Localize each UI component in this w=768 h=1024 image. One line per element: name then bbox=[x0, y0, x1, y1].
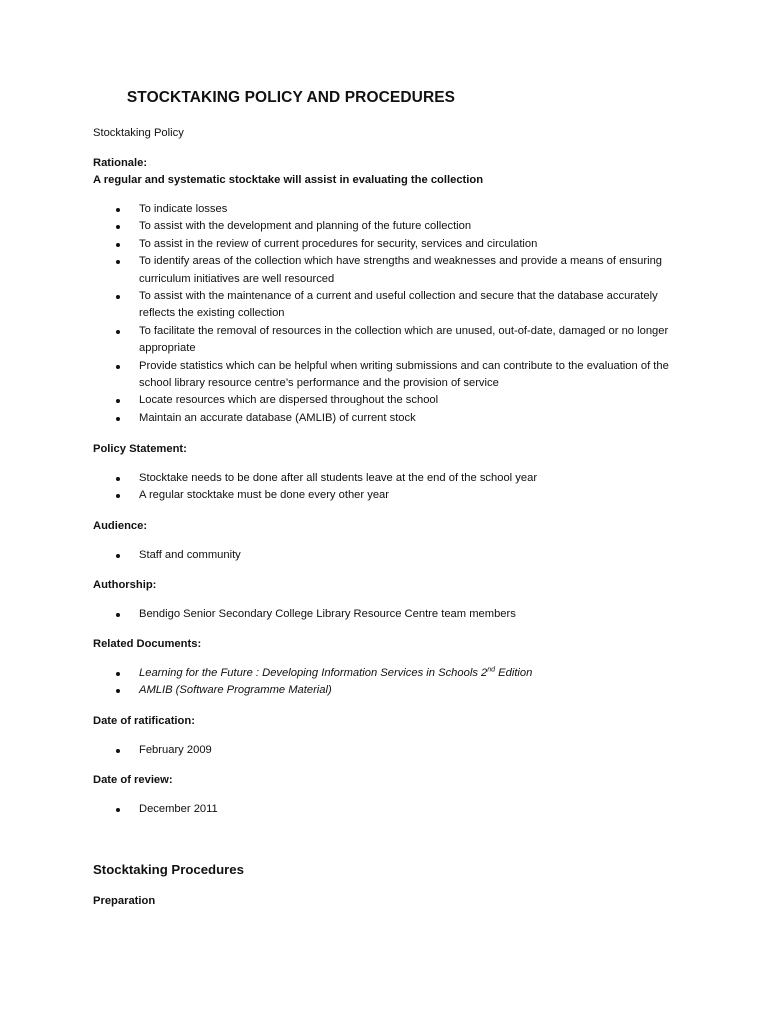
related-doc-title: Learning for the Future : Developing Information Services in Schools 2nd Edition bbox=[139, 666, 533, 679]
list-item: A regular stocktake must be done every other year bbox=[93, 487, 693, 504]
list-item: February 2009 bbox=[93, 742, 693, 759]
audience-label: Audience: bbox=[93, 520, 148, 532]
bullet-icon bbox=[116, 330, 120, 334]
list-item: December 2011 bbox=[93, 801, 693, 818]
list-item: To assist with the maintenance of a current and useful collection and secure that the database accurately reflects the existing collection bbox=[93, 288, 693, 323]
policy-heading: Stocktaking Policy bbox=[93, 127, 184, 139]
bullet-icon bbox=[116, 243, 120, 247]
list-item: To indicate losses bbox=[93, 201, 693, 218]
bullet-icon bbox=[116, 494, 120, 498]
bullet-icon bbox=[116, 260, 120, 264]
ratification-list bbox=[93, 742, 693, 759]
rationale-label: Rationale: bbox=[93, 157, 148, 169]
authorship-label: Authorship: bbox=[93, 579, 157, 591]
list-item: Maintain an accurate database (AMLIB) of current stock bbox=[93, 410, 693, 427]
audience-list bbox=[93, 547, 693, 564]
list-item: To assist in the review of current procedures for security, services and circulation bbox=[93, 236, 693, 253]
procedures-heading: Stocktaking Procedures bbox=[93, 862, 244, 877]
bullet-icon bbox=[116, 613, 120, 617]
list-item: To assist with the development and planning of the future collection bbox=[93, 218, 693, 235]
bullet-icon bbox=[116, 417, 120, 421]
list-item: To facilitate the removal of resources in the collection which are unused, out-of-date, damaged or no longer appropriate bbox=[93, 323, 693, 358]
bullet-icon bbox=[116, 689, 120, 693]
list-item: Staff and community bbox=[93, 547, 693, 564]
policy-statement-label: Policy Statement: bbox=[93, 443, 187, 455]
ratification-label: Date of ratification: bbox=[93, 715, 195, 727]
bullet-icon bbox=[116, 477, 120, 481]
bullet-icon bbox=[116, 295, 120, 299]
bullet-icon bbox=[116, 808, 120, 812]
document-title: STOCKTAKING POLICY AND PROCEDURES bbox=[126, 89, 456, 106]
bullet-icon bbox=[116, 749, 120, 753]
bullet-icon bbox=[116, 225, 120, 229]
bullet-icon bbox=[116, 365, 120, 369]
list-item: Locate resources which are dispersed throughout the school bbox=[93, 392, 693, 409]
related-documents-list bbox=[93, 665, 693, 700]
preparation-label: Preparation bbox=[93, 895, 156, 907]
policy-statement-list bbox=[93, 470, 693, 505]
bullet-icon bbox=[116, 208, 120, 212]
rationale-intro: A regular and systematic stocktake will assist in evaluating the collection bbox=[93, 174, 484, 186]
review-list bbox=[93, 801, 693, 818]
bullet-icon bbox=[116, 554, 120, 558]
list-item: Stocktake needs to be done after all students leave at the end of the school year bbox=[93, 470, 693, 487]
bullet-icon bbox=[116, 672, 120, 676]
list-item bbox=[93, 665, 693, 682]
review-label: Date of review: bbox=[93, 774, 173, 786]
list-item: To identify areas of the collection which have strengths and weaknesses and provide a means of ensuring curriculum initiatives are well resourced bbox=[93, 253, 693, 288]
bullet-icon bbox=[116, 399, 120, 403]
list-item: AMLIB (Software Programme Material) bbox=[93, 682, 693, 699]
authorship-list bbox=[93, 606, 693, 623]
related-documents-label: Related Documents: bbox=[93, 638, 202, 650]
list-item: Bendigo Senior Secondary College Library Resource Centre team members bbox=[93, 606, 693, 623]
list-item: Provide statistics which can be helpful when writing submissions and can contribute to the evaluation of the school library resource centre’s performance and the provision of service bbox=[93, 358, 693, 393]
rationale-list bbox=[93, 201, 693, 427]
